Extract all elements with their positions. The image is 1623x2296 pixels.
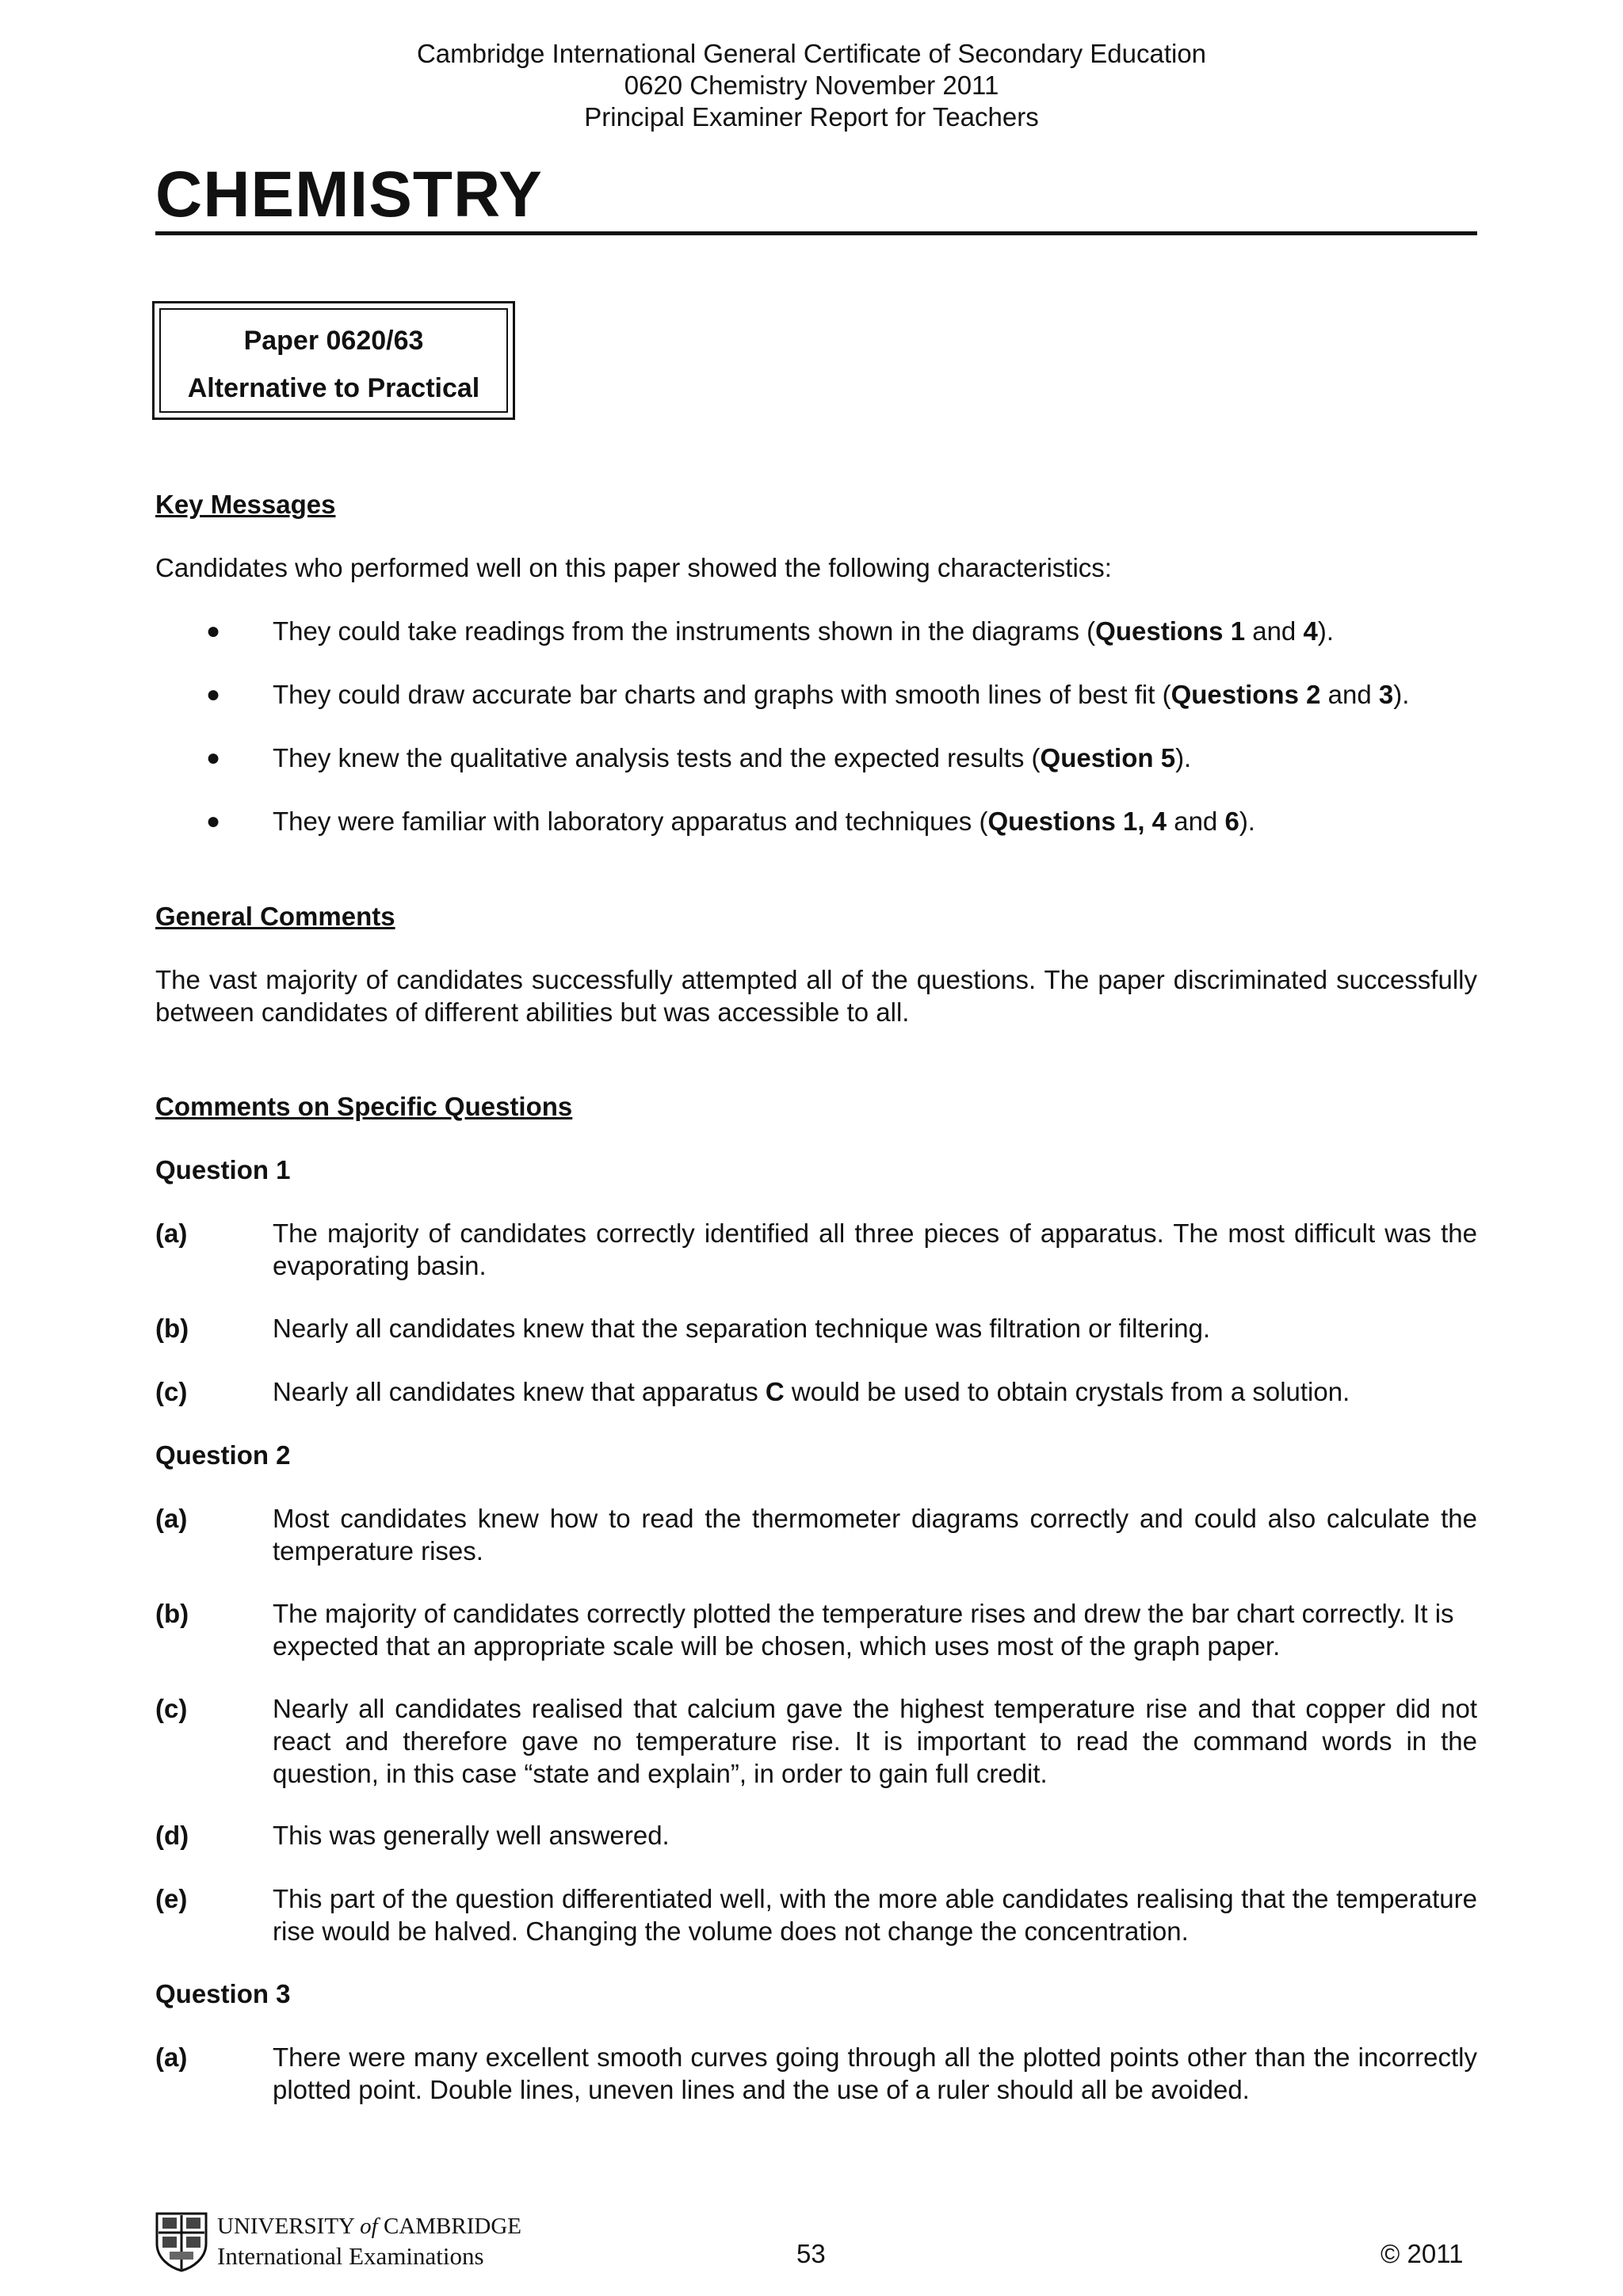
paper-box [152, 301, 515, 420]
q2-d-text: This was generally well answered. [273, 1821, 670, 1850]
q2-c-label: (c) [155, 1694, 188, 1723]
general-comments-heading: General Comments [155, 902, 395, 931]
key-messages-heading: Key Messages [155, 490, 336, 519]
university-crest-icon [155, 2212, 208, 2272]
q2-c-text: Nearly all candidates realised that calcium gave the highest temperature rise and that copper did not react and therefore gave no temperature rise. It is important to read the command words in the question, in this case “state and explain”, in order to gain full credit. [273, 1694, 1477, 1788]
question-3-title: Question 3 [155, 1979, 291, 2008]
q1-c-text: Nearly all candidates knew that apparatus C would be used to obtain crystals from a solution. [273, 1377, 1350, 1406]
q2-b-label: (b) [155, 1599, 189, 1628]
header-line-1: Cambridge International General Certificate of Secondary Education [416, 39, 1207, 68]
paper-title: Alternative to Practical [187, 373, 480, 403]
key-message-item: They could take readings from the instruments shown in the diagrams (Questions 1 and 4). [273, 616, 1334, 646]
key-message-item: They knew the qualitative analysis tests and the expected results (Question 5). [273, 743, 1192, 772]
page-number: 53 [796, 2239, 826, 2268]
logo-subtitle: International Examinations [217, 2242, 484, 2270]
logo-university-name: UNIVERSITY of CAMBRIDGE [217, 2214, 521, 2239]
bullet-icon: ● [206, 745, 221, 771]
key-message-item: They could draw accurate bar charts and graphs with smooth lines of best fit (Questions 2 and 3). [273, 680, 1410, 709]
title-rule [155, 231, 1477, 235]
key-message-item: They were familiar with laboratory apparatus and techniques (Questions 1, 4 and 6). [273, 807, 1255, 836]
q1-a-label: (a) [155, 1219, 188, 1248]
general-comments-text: The vast majority of candidates successfully attempted all of the questions. The paper discriminated successfully between candidates of different abilities but was accessible to all. [155, 965, 1477, 1027]
q1-b-label: (b) [155, 1314, 189, 1343]
q2-a-label: (a) [155, 1504, 188, 1533]
key-messages-intro: Candidates who performed well on this paper showed the following characteristics: [155, 553, 1112, 582]
question-1-title: Question 1 [155, 1155, 291, 1184]
q2-e-label: (e) [155, 1884, 188, 1913]
q2-e-text: This part of the question differentiated well, with the more able candidates realising that the temperature rise would be halved. Changing the volume does not change the concentration. [273, 1884, 1477, 1946]
q1-a-text: The majority of candidates correctly identified all three pieces of apparatus. The most difficult was the evaporating basin. [273, 1219, 1477, 1280]
header-line-2: 0620 Chemistry November 2011 [624, 71, 999, 100]
paper-box-inner [159, 308, 508, 413]
header-line-3: Principal Examiner Report for Teachers [584, 102, 1039, 132]
q2-b-text: The majority of candidates correctly plotted the temperature rises and drew the bar chart correctly. It is expected that an appropriate scale will be chosen, which uses most of the graph paper. [273, 1599, 1454, 1661]
subject-title: CHEMISTRY [155, 158, 543, 231]
bullet-icon: ● [206, 681, 221, 707]
q1-b-text: Nearly all candidates knew that the separation technique was filtration or filtering. [273, 1314, 1211, 1343]
bullet-icon: ● [206, 618, 221, 644]
cambridge-logo [155, 2212, 520, 2275]
document-header [0, 38, 1623, 133]
q2-a-text: Most candidates knew how to read the thermometer diagrams correctly and could also calculate the temperature rises. [273, 1504, 1477, 1566]
bullet-icon: ● [206, 808, 221, 834]
q1-c-label: (c) [155, 1377, 188, 1406]
question-2-title: Question 2 [155, 1440, 291, 1470]
copyright: © 2011 [1381, 2239, 1464, 2268]
specific-comments-heading: Comments on Specific Questions [155, 1092, 573, 1121]
q3-a-label: (a) [155, 2042, 188, 2072]
q2-d-label: (d) [155, 1821, 189, 1850]
q3-a-text: There were many excellent smooth curves going through all the plotted points other than the incorrectly plotted point. Double lines, uneven lines and the use of a ruler should all be avoided. [273, 2042, 1477, 2104]
paper-number: Paper 0620/63 [243, 326, 424, 356]
